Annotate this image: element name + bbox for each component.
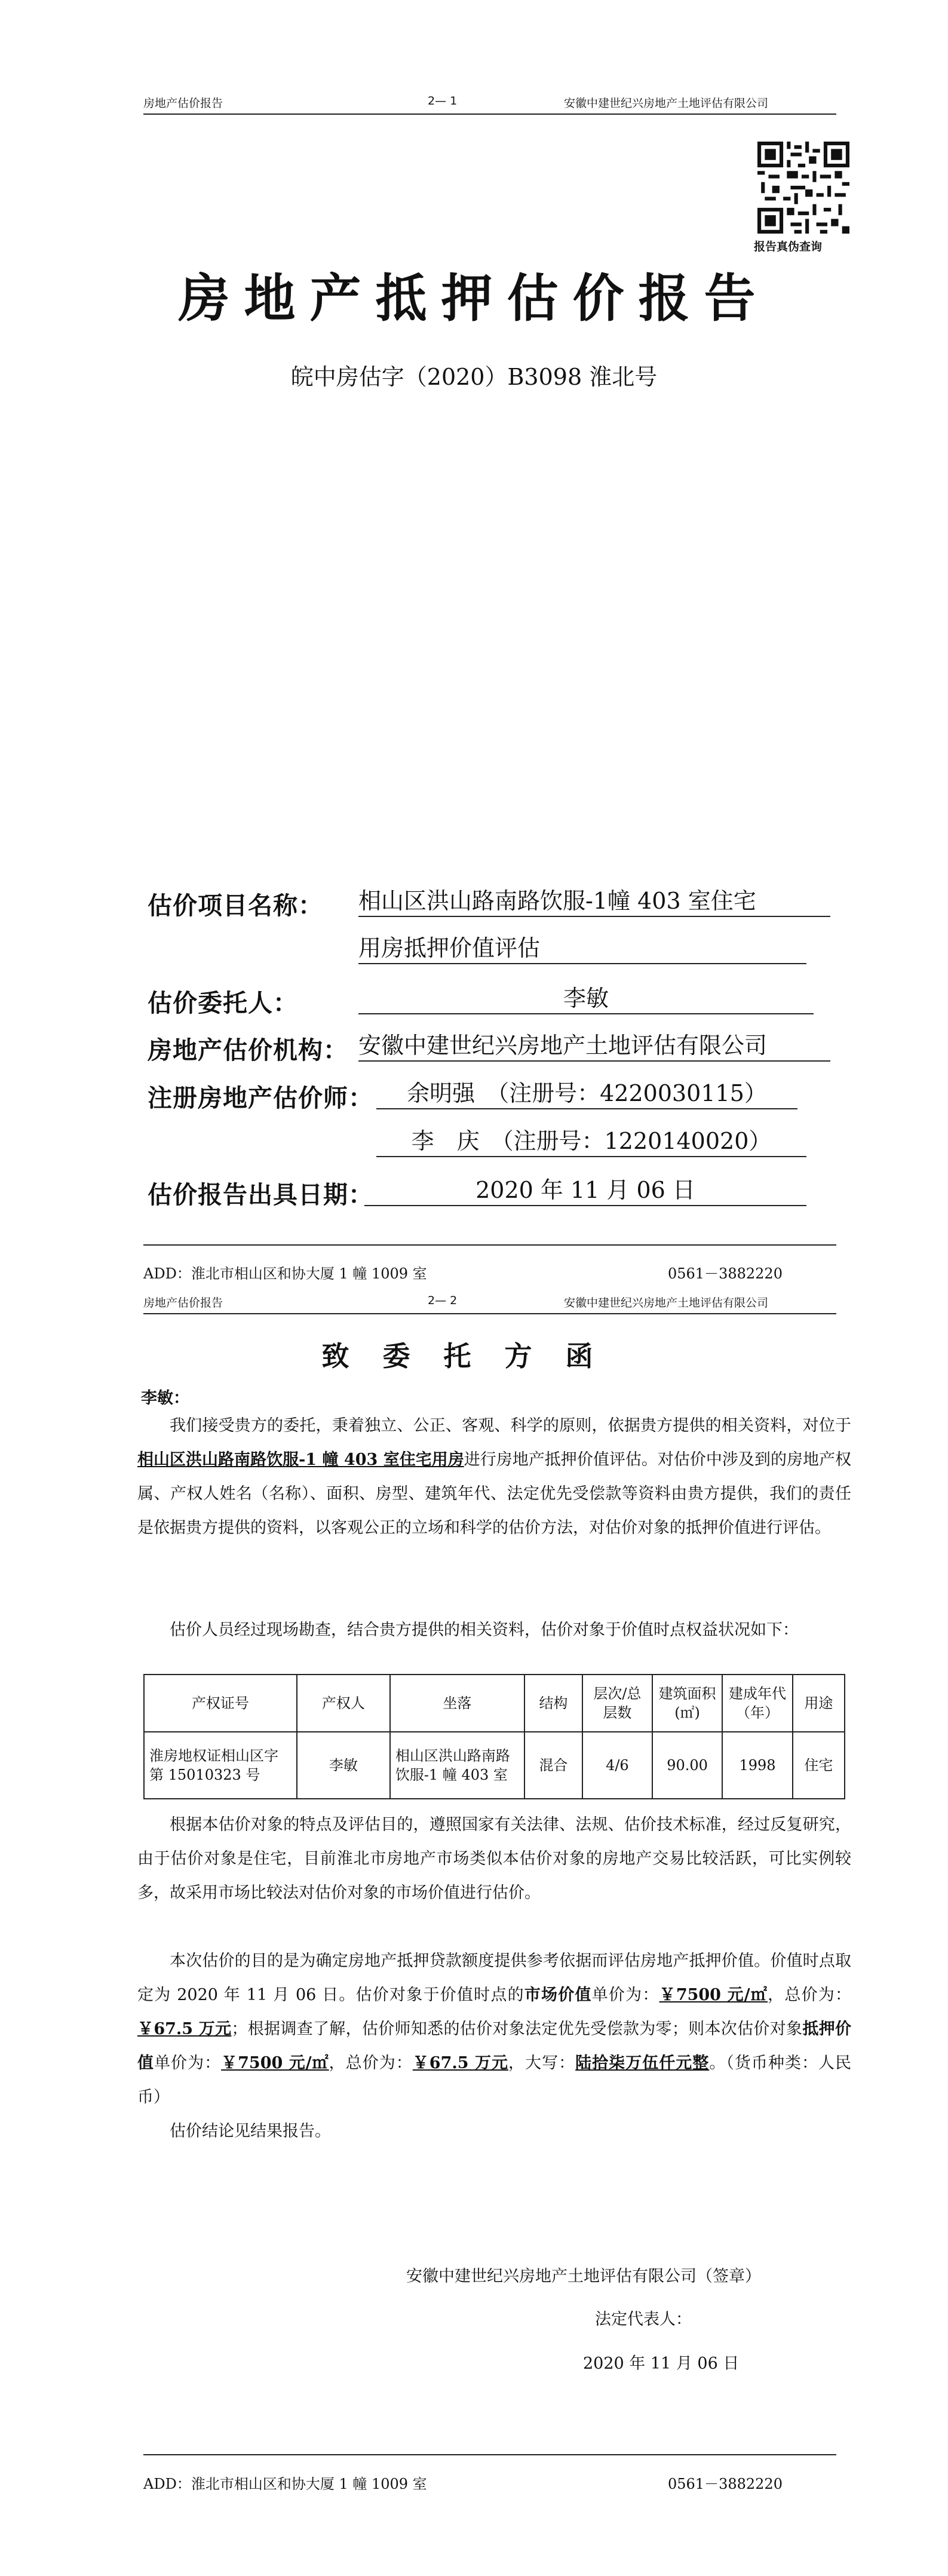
p1-text-c: 进行房地产抵押价值评估。对估价中涉及到的房地产权属、产权人姓名（名称）、面积、房型、建筑年代、法定优先受偿款等资料由贵方提供，我们的责任是依据贵方提供的资料，以客观公正的立场和科学的估价方法，对估价对象的抵押价值进行评估。: [137, 1450, 851, 1537]
qr-code-icon[interactable]: [757, 142, 849, 234]
appraiser-1: 余明强 （注册号：4220030115）: [376, 1080, 797, 1109]
p4-text-b: 单价为：: [591, 1986, 659, 2004]
p4-text-e: 单价为：: [154, 2054, 222, 2072]
report-doc-number: 皖中房估字（2020）B3098 淮北号: [290, 364, 658, 390]
agency-value: 安徽中建世纪兴房地产土地评估有限公司: [358, 1032, 830, 1062]
letter-paragraph-4: [137, 1944, 851, 2114]
p4-amount-in-words: 陆拾柒万伍仟元整: [575, 2054, 710, 2072]
page1-header-left: 房地产估价报告: [143, 97, 223, 110]
p4-text-f: ，总价为：: [329, 2054, 413, 2072]
page2-header-page: 2— 2: [428, 1294, 458, 1307]
table-cell: 混合: [524, 1732, 582, 1799]
property-info-table: [143, 1674, 845, 1799]
table-row: [144, 1732, 845, 1799]
client-value: 李敏: [358, 985, 814, 1014]
report-title: 房地产抵押估价报告: [178, 269, 770, 329]
table-cell: 相山区洪山路南路饮服-1 幢 403 室: [390, 1732, 524, 1799]
signature-date: 2020 年 11 月 06 日: [583, 2354, 740, 2373]
letter-title: 致委托方函: [321, 1340, 627, 1372]
page2-header-right: 安徽中建世纪兴房地产土地评估有限公司: [564, 1296, 769, 1310]
table-header-cell: 建筑面积(㎡): [652, 1675, 722, 1732]
p4-text-c: ，总价为：: [768, 1986, 852, 2004]
table-header-cell: 建成年代（年）: [722, 1675, 793, 1732]
signature-legal-rep: 法定代表人：: [595, 2310, 692, 2329]
p4-text-h: 。（货币种类：人民币）: [137, 2054, 852, 2106]
p4-text-g: ，大写：: [508, 2054, 576, 2072]
page2-footer-phone: 0561－3882220: [668, 2476, 783, 2492]
report-date-value: 2020 年 11 月 06 日: [364, 1176, 806, 1206]
qr-caption: 报告真伪查询: [754, 240, 823, 253]
p4-text-a: 本次估价的目的是为确定房地产抵押贷款额度提供参考依据而评估房地产抵押价值。价值时点取定为 2020 年 11 月 06 日。估价对象于价值时点的: [137, 1952, 851, 2004]
project-name-line2: 用房抵押价值评估: [358, 934, 806, 964]
table-header-cell: 结构: [524, 1675, 582, 1732]
table-cell: 李敏: [297, 1732, 390, 1799]
table-header-row: [144, 1675, 845, 1732]
p4-mortgage-unit-price: ￥7500 元/㎡: [221, 2054, 329, 2072]
report-date-label: 估价报告出具日期：: [148, 1180, 373, 1209]
table-cell: 淮房地权证相山区字第 15010323 号: [144, 1732, 297, 1799]
letter-paragraph-5: 估价结论见结果报告。: [170, 2122, 331, 2140]
table-header-cell: 层次/总层数: [582, 1675, 652, 1732]
page1-footer-address: ADD：淮北市相山区和协大厦 1 幢 1009 室: [143, 1265, 427, 1282]
page1-footer-rule: [143, 1244, 836, 1246]
agency-label: 房地产估价机构：: [148, 1036, 348, 1065]
letter-salutation: 李敏：: [141, 1389, 189, 1407]
p1-text-a: 我们接受贵方的委托，秉着独立、公正、客观、科学的原则，依据贵方提供的相关资料，对位于: [170, 1416, 851, 1435]
p4-mortgage-value-label: 抵押价值: [137, 2020, 852, 2072]
project-name-line1: 相山区洪山路南路饮服-1幢 403 室住宅: [358, 887, 830, 917]
table-header-cell: 产权人: [297, 1675, 390, 1732]
table-cell: 1998: [722, 1732, 793, 1799]
table-header-cell: 产权证号: [144, 1675, 297, 1732]
page1-header-page: 2— 1: [428, 94, 458, 108]
p1-property-address: 相山区洪山路南路饮服-1 幢 403 室住宅用房: [137, 1450, 464, 1469]
appraiser-2: 李 庆 （注册号：1220140020）: [376, 1127, 806, 1157]
p4-text-d: ；根据调查了解，估价师知悉的估价对象法定优先受偿款为零；则本次估价对象: [231, 2020, 803, 2038]
project-name-label: 估价项目名称：: [148, 891, 323, 920]
table-header-cell: 坐落: [390, 1675, 524, 1732]
page1-header-right: 安徽中建世纪兴房地产土地评估有限公司: [564, 97, 769, 110]
p4-mortgage-total-price: ￥67.5 万元: [412, 2054, 509, 2072]
client-label: 估价委托人：: [148, 989, 298, 1017]
page2-footer-address: ADD：淮北市相山区和协大厦 1 幢 1009 室: [143, 2476, 427, 2492]
page2-header-left: 房地产估价报告: [143, 1296, 223, 1310]
letter-paragraph-1: [137, 1409, 851, 1545]
page2-header-rule: [143, 1313, 836, 1314]
page2-footer-rule: [143, 2454, 836, 2455]
p4-market-value-label: 市场价值: [524, 1986, 592, 2004]
table-header-cell: 用途: [793, 1675, 845, 1732]
appraiser-label: 注册房地产估价师：: [148, 1084, 373, 1112]
page1-footer-phone: 0561－3882220: [668, 1265, 783, 1282]
p4-market-unit-price: ￥7500 元/㎡: [659, 1986, 768, 2004]
table-cell: 住宅: [793, 1732, 845, 1799]
table-cell: 4/6: [582, 1732, 652, 1799]
letter-paragraph-3: 根据本估价对象的特点及评估目的，遵照国家有关法律、法规、估价技术标准，经过反复研究，由于估价对象是住宅，目前淮北市房地产市场类似本估价对象的房地产交易比较活跃，可比实例较多，故采用市场比较法对估价对象的市场价值进行估价。: [137, 1816, 851, 1902]
p4-market-total-price: ￥67.5 万元: [137, 2020, 232, 2038]
table-cell: 90.00: [652, 1732, 722, 1799]
page1-header-rule: [143, 114, 836, 115]
signature-company: 安徽中建世纪兴房地产土地评估有限公司（签章）: [406, 2267, 761, 2286]
letter-paragraph-2: 估价人员经过现场勘查，结合贵方提供的相关资料，估价对象于价值时点权益状况如下：: [170, 1621, 799, 1639]
